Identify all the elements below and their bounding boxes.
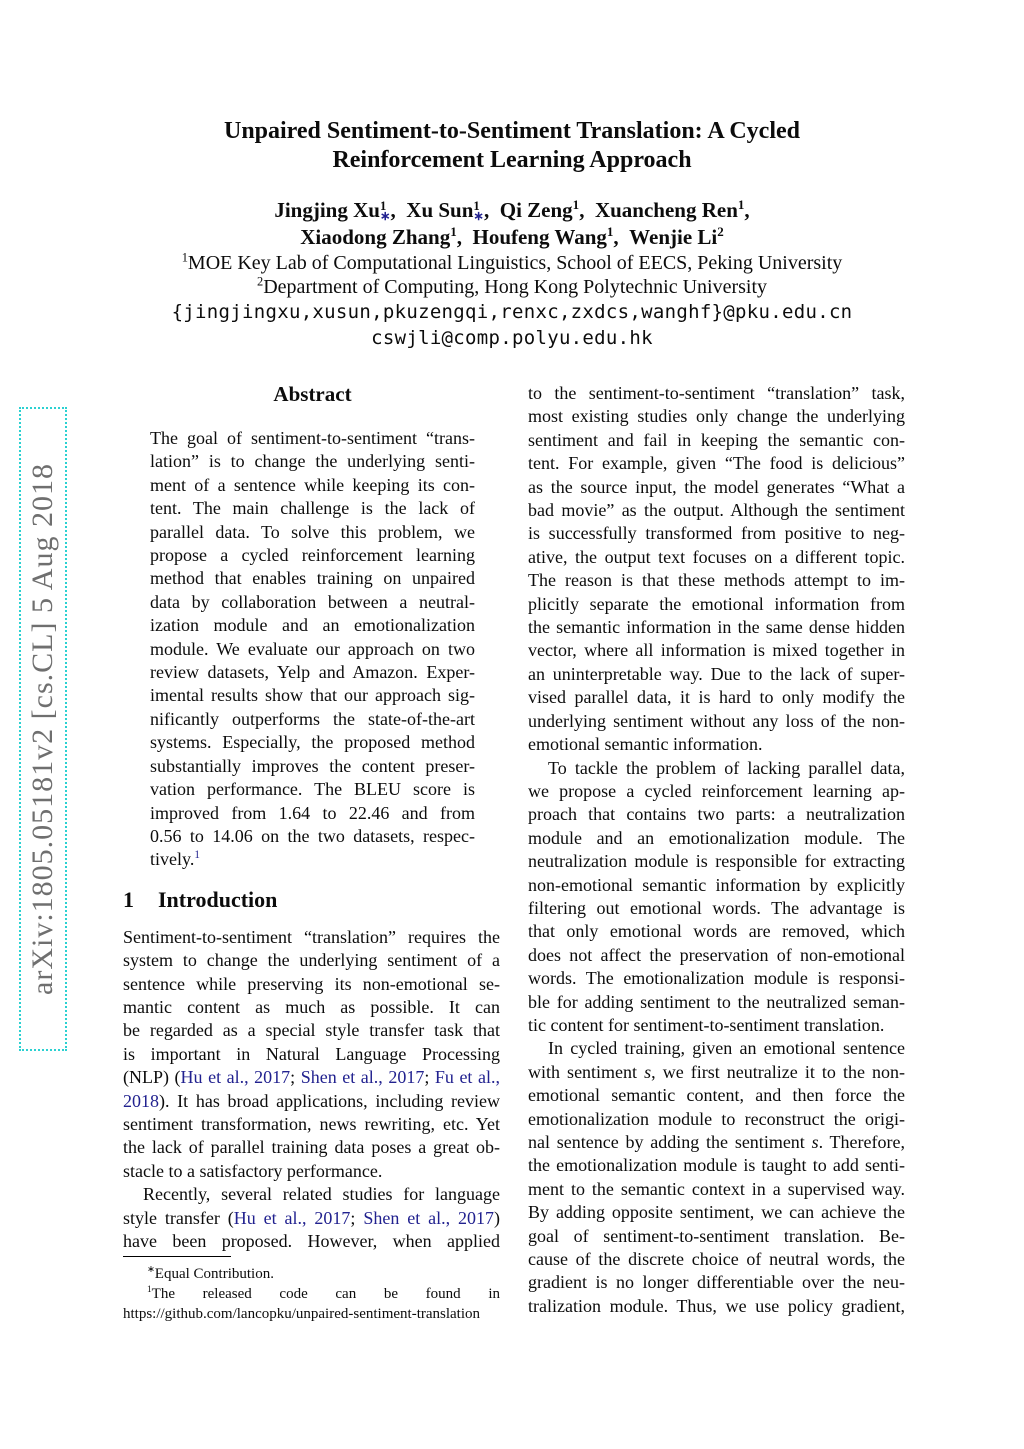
text-segment: Equal Contribution. bbox=[154, 1266, 274, 1282]
abstract-text bbox=[150, 427, 475, 872]
footnote-rule bbox=[123, 1256, 231, 1257]
text-segment: (NLP) ( bbox=[123, 1067, 181, 1088]
section-heading-introduction bbox=[123, 887, 500, 913]
text-segment: nal sentence by adding the sentiment bbox=[528, 1132, 812, 1152]
footnote-text bbox=[123, 1264, 500, 1324]
text-segment: , we first neutralize it to the non- bbox=[651, 1061, 905, 1082]
text-line: goal of sentiment-to-sentiment translation. Be- bbox=[528, 1225, 905, 1246]
text-line: vector, where all information is mixed together in bbox=[528, 640, 905, 661]
text-line: The goal of sentiment-to-sentiment “trans- bbox=[150, 428, 475, 448]
text-segment: . Therefore, bbox=[818, 1132, 906, 1152]
paper-title-line-1: Unpaired Sentiment-to-Sentiment Translation: A Cycled bbox=[223, 118, 800, 144]
text-line: parallel data. To solve this problem, we bbox=[150, 521, 475, 542]
citation-link[interactable]: 2018 bbox=[123, 1090, 159, 1111]
section-number: 1 bbox=[123, 886, 134, 912]
text-line bbox=[123, 1284, 500, 1304]
abstract-heading: Abstract bbox=[273, 382, 352, 406]
text-segment: 1 bbox=[194, 849, 200, 862]
citation-link[interactable]: Hu et al., 2017 bbox=[180, 1067, 291, 1088]
text-line bbox=[123, 1066, 500, 1089]
text-line bbox=[123, 1090, 500, 1113]
section-title: Introduction bbox=[158, 886, 278, 912]
footnote-block bbox=[123, 1256, 500, 1324]
citation-link[interactable]: Hu et al., 2017 bbox=[233, 1207, 351, 1228]
text-line: The reason is that these methods attempt to im- bbox=[528, 570, 905, 591]
affiliation-line-2 bbox=[0, 275, 1024, 299]
text-segment: 2 bbox=[256, 274, 264, 289]
text-line: emotional semantic content, and then force the bbox=[528, 1085, 905, 1106]
text-segment: Xiaodong Zhang bbox=[300, 225, 451, 249]
text-line: In cycled training, given an emotional sentence bbox=[548, 1038, 905, 1059]
author-block bbox=[0, 197, 1024, 251]
text-line: most existing studies only change the underlying bbox=[528, 406, 905, 427]
text-segment: , Xuancheng Ren bbox=[579, 198, 738, 222]
text-segment: , Xu Sun bbox=[390, 198, 474, 222]
text-line: we propose a cycled reinforcement learning ap- bbox=[528, 780, 905, 801]
text-line: is important in Natural Language Processing bbox=[123, 1043, 500, 1064]
text-line: have been proposed. However, when applied bbox=[123, 1231, 500, 1251]
text-segment: , bbox=[744, 198, 750, 222]
text-line: https://github.com/lancopku/unpaired-sentiment-translation bbox=[123, 1306, 481, 1322]
text-line: improved from 1.64 to 22.46 and from bbox=[150, 802, 475, 823]
email-line-1: {jingjingxu,xusun,pkuzengqi,renxc,zxdcs,wanghf}@pku.edu.cn bbox=[171, 301, 853, 323]
text-segment: 1 bbox=[606, 224, 614, 239]
author-line-2 bbox=[0, 224, 1024, 251]
text-line: ment to the semantic context in a supervised way. bbox=[528, 1178, 905, 1199]
text-segment: , Qi Zeng bbox=[483, 198, 573, 222]
text-segment: style transfer ( bbox=[123, 1207, 234, 1228]
text-line: systems. Especially, the proposed method bbox=[150, 732, 475, 753]
text-line: neutralization module is responsible for extracting bbox=[528, 851, 905, 872]
text-line: vation performance. The BLEU score is bbox=[150, 779, 475, 800]
text-line: review datasets, Yelp and Amazon. Exper- bbox=[150, 662, 475, 683]
arxiv-watermark-border bbox=[19, 407, 67, 1051]
text-line: module. We evaluate our approach on two bbox=[150, 638, 475, 659]
column-right bbox=[528, 382, 905, 1318]
text-segment: ; bbox=[290, 1067, 301, 1088]
text-line bbox=[123, 1207, 500, 1230]
text-segment: s bbox=[811, 1132, 819, 1152]
text-line: ble for adding sentiment to the neutralized seman- bbox=[528, 991, 905, 1012]
text-line: data by collaboration between a neutral- bbox=[150, 591, 475, 612]
text-line: nificantly outperforms the state-of-the-art bbox=[150, 708, 475, 729]
text-line: propose a cycled reinforcement learning bbox=[150, 545, 475, 566]
column-left bbox=[123, 382, 500, 1253]
text-line bbox=[123, 1264, 500, 1284]
text-segment: Jingjing Xu bbox=[274, 198, 380, 222]
text-line: sentiment transformation, news rewriting, etc. Yet bbox=[123, 1113, 500, 1134]
text-segment: ). It has broad applications, including review bbox=[159, 1090, 500, 1111]
text-line: plicitly separate the emotional information from bbox=[528, 593, 905, 614]
text-line: substantially improves the content preser- bbox=[150, 755, 475, 776]
author-superscript-marks: 1 ∗ bbox=[473, 199, 484, 224]
text-line: tic content for sentiment-to-sentiment translation. bbox=[528, 1014, 885, 1035]
text-line: to the sentiment-to-sentiment “translation” task, bbox=[528, 383, 905, 403]
text-line: mantic content as much as possible. It can bbox=[123, 996, 500, 1017]
text-line: tent. The main challenge is the lack of bbox=[150, 498, 475, 519]
text-segment: MOE Key Lab of Computational Linguistics, School of EECS, Peking University bbox=[187, 252, 843, 274]
text-line: imental results show that our approach sig- bbox=[150, 685, 475, 706]
text-line: non-emotional semantic information by explicitly bbox=[528, 874, 905, 895]
text-line: ative, the output text focuses on a different topic. bbox=[528, 546, 905, 567]
text-line: be regarded as a special style transfer task that bbox=[123, 1020, 500, 1041]
paper-header bbox=[0, 117, 1024, 351]
text-line: vised parallel data, it is hard to only modify the bbox=[528, 687, 905, 708]
text-line: module and an emotionalization module. The bbox=[528, 827, 905, 848]
text-line: By adding opposite sentiment, we can achieve the bbox=[528, 1202, 905, 1223]
paper-title-line-2: Reinforcement Learning Approach bbox=[332, 147, 692, 173]
author-line-1 bbox=[0, 197, 1024, 224]
text-line: sentiment and fail in keeping the semantic con- bbox=[528, 429, 905, 450]
paragraph bbox=[528, 757, 905, 1038]
text-line: is successfully transformed from positive to neg- bbox=[528, 523, 905, 544]
text-line: Sentiment-to-sentiment “translation” requires the bbox=[123, 926, 500, 947]
text-line: gradient is no longer differentiable over the neu- bbox=[528, 1272, 905, 1293]
text-line: as the source input, the model generates “What a bbox=[528, 476, 905, 497]
text-line: bad movie” as the output. Although the sentiment bbox=[528, 500, 905, 521]
affiliation-line-1 bbox=[0, 251, 1024, 275]
arxiv-watermark-text: arXiv:1805.05181v2 [cs.CL] 5 Aug 2018 bbox=[26, 463, 59, 995]
paragraph bbox=[123, 1183, 500, 1253]
text-segment: ) bbox=[494, 1207, 500, 1228]
citation-link[interactable]: Fu et al., bbox=[434, 1067, 500, 1088]
text-line: system to change the underlying sentiment of a bbox=[123, 950, 500, 971]
text-line: sentence while preserving its non-emotional se- bbox=[123, 973, 500, 994]
text-segment: 1 bbox=[572, 197, 580, 212]
author-superscript-marks: 1 ∗ bbox=[379, 199, 391, 224]
text-line: that only emotional words are removed, which bbox=[528, 921, 905, 942]
text-line: cause of the discrete choice of neutral words, the bbox=[528, 1249, 905, 1270]
introduction-text bbox=[123, 926, 500, 1254]
citation-link[interactable]: Shen et al., 2017 bbox=[300, 1067, 425, 1088]
text-line bbox=[150, 848, 475, 871]
text-segment: ; bbox=[350, 1207, 364, 1228]
text-line: the lack of parallel training data poses a great ob- bbox=[123, 1137, 500, 1158]
text-segment: 1 bbox=[181, 250, 188, 265]
text-segment: ∗ bbox=[147, 1265, 155, 1275]
text-segment: 1 bbox=[450, 224, 457, 239]
text-segment: , Houfeng Wang bbox=[456, 225, 607, 249]
paragraph bbox=[123, 1284, 500, 1324]
text-line: Recently, several related studies for language bbox=[143, 1184, 500, 1205]
text-line: underlying sentiment without any loss of the non- bbox=[528, 710, 905, 731]
text-line: ization module and an emotionalization bbox=[150, 615, 475, 636]
text-segment: 1 bbox=[147, 1285, 152, 1295]
text-line bbox=[528, 1131, 905, 1154]
text-line: tent. For example, given “The food is delicious” bbox=[528, 453, 905, 474]
text-line: the semantic information in the same dense hidden bbox=[528, 617, 905, 638]
text-line: does not affect the preservation of non-emotional bbox=[528, 944, 905, 965]
text-segment: 2 bbox=[717, 224, 724, 239]
text-line: lation” is to change the underlying senti- bbox=[150, 451, 475, 472]
text-line bbox=[528, 1061, 905, 1084]
text-line: 0.56 to 14.06 on the two datasets, respec- bbox=[150, 825, 475, 846]
text-segment: , Wenjie Li bbox=[613, 225, 718, 249]
text-line: ment of a sentence while keeping its con- bbox=[150, 474, 475, 495]
email-line-2: cswjli@comp.polyu.edu.hk bbox=[371, 327, 653, 349]
text-segment: 1 bbox=[737, 197, 745, 212]
text-segment: ; bbox=[424, 1067, 435, 1088]
paragraph bbox=[123, 1264, 500, 1284]
text-line: emotionalization module to reconstruct the origi- bbox=[528, 1108, 905, 1129]
text-segment: with sentiment bbox=[528, 1061, 645, 1082]
paragraph bbox=[150, 427, 475, 872]
text-segment: Department of Computing, Hong Kong Polytechnic University bbox=[263, 276, 768, 298]
text-line: tralization module. Thus, we use policy gradient, bbox=[528, 1295, 905, 1316]
text-segment: s bbox=[644, 1061, 652, 1082]
text-line: stacle to a satisfactory performance. bbox=[123, 1160, 383, 1181]
text-line: the emotionalization module is taught to add senti- bbox=[528, 1155, 905, 1176]
text-line: To tackle the problem of lacking parallel data, bbox=[548, 757, 905, 778]
text-line: words. The emotionalization module is responsi- bbox=[528, 968, 905, 989]
text-line: method that enables training on unpaired bbox=[150, 568, 475, 589]
text-segment: The released code can be found in bbox=[151, 1286, 500, 1302]
citation-link[interactable]: Shen et al., 2017 bbox=[363, 1207, 494, 1228]
text-line: emotional semantic information. bbox=[528, 734, 763, 755]
paragraph bbox=[528, 382, 905, 757]
paragraph bbox=[123, 926, 500, 1183]
text-line: filtering out emotional words. The advantage is bbox=[528, 897, 905, 918]
paragraph bbox=[528, 1037, 905, 1318]
text-line: an uninterpretable way. Due to the lack of super- bbox=[528, 663, 905, 684]
text-segment: tively. bbox=[150, 849, 195, 870]
text-line: proach that contains two parts: a neutralization bbox=[528, 804, 905, 825]
